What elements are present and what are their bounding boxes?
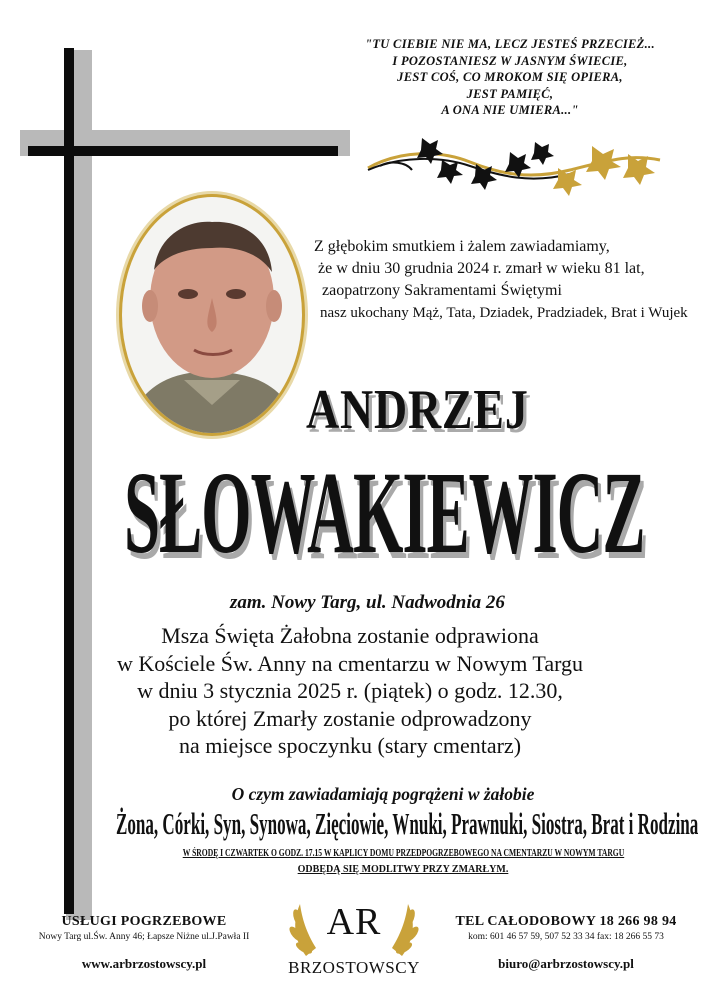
logo-monogram: AR bbox=[326, 901, 382, 943]
funeral-services-address: Nowy Targ ul.Św. Anny 46; Łapsze Niżne ul.J.Pawła II bbox=[38, 932, 250, 942]
deceased-address: zam. Nowy Targ, ul. Nadwodnia 26 bbox=[230, 592, 505, 613]
phone-title: TEL CAŁODOBOWY 18 266 98 94 bbox=[455, 914, 677, 929]
quote-line: A ONA NIE UMIERA..." bbox=[441, 103, 579, 117]
cross-horizontal-bar bbox=[28, 146, 338, 156]
mourners-title: O czym zawiadamiają pogrążeni w żałobie bbox=[231, 784, 535, 804]
website-link[interactable]: www.arbrzostowscy.pl bbox=[81, 956, 207, 971]
footer-left bbox=[10, 914, 278, 972]
quote-line: "TU CIEBIE NIE MA, LECZ JESTEŚ PRZECIEŻ... bbox=[365, 37, 655, 51]
mass-line: w Kościele Św. Anny na cmentarzu w Nowym Targu bbox=[116, 650, 584, 676]
announcement-intro bbox=[306, 236, 702, 324]
mass-details bbox=[0, 622, 706, 760]
quote-line: JEST PAMIĘĆ, bbox=[466, 86, 554, 101]
phone-numbers: kom: 601 46 57 59, 507 52 33 34 fax: 18 266 55 73 bbox=[468, 932, 664, 942]
intro-line: nasz ukochany Mąż, Tata, Dziadek, Pradziadek, Brat i Wujek bbox=[320, 305, 688, 321]
prayer-line: W ŚRODĘ I CZWARTEK O GODZ. 17.15 W KAPLICY DOMU PRZEDPOGRZEBOWEGO NA CMENTARZU W NOWYM TARGU bbox=[182, 848, 624, 859]
email-link[interactable]: biuro@arbrzostowscy.pl bbox=[498, 956, 634, 971]
mourners-family: Żona, Córki, Syn, Synowa, Zięciowie, Wnuki, Prawnuki, Siostra, Brat i Rodzina bbox=[116, 806, 699, 841]
prayer-notice bbox=[100, 846, 706, 878]
funeral-services-title: USŁUGI POGRZEBOWE bbox=[61, 914, 227, 929]
prayer-line: ODBĘDĄ SIĘ MODLITWY PRZY ZMARŁYM. bbox=[297, 864, 509, 875]
deceased-first-name: ANDRZEJ bbox=[306, 379, 529, 441]
logo-name: BRZOSTOWSCY bbox=[288, 958, 420, 977]
mass-line: po której Zmarły zostanie odprowadzony bbox=[168, 705, 532, 731]
portrait-photo bbox=[114, 190, 310, 440]
footer-right bbox=[432, 914, 700, 972]
vine-ornament-icon bbox=[360, 130, 670, 200]
intro-line: zaopatrzony Sakramentami Świętymi bbox=[322, 282, 562, 299]
quote-line: I POZOSTANIESZ W JASNYM ŚWIECIE, bbox=[392, 53, 628, 68]
intro-line: Z głębokim smutkiem i żalem zawiadamiamy, bbox=[314, 238, 610, 255]
company-logo bbox=[276, 896, 432, 996]
deceased-last-name: SŁOWAKIEWICZ bbox=[124, 447, 645, 578]
mass-line: na miejsce spoczynku (stary cmentarz) bbox=[178, 733, 522, 758]
mass-line: Msza Święta Żałobna zostanie odprawiona bbox=[161, 623, 539, 648]
intro-line: że w dniu 30 grudnia 2024 r. zmarł w wieku 81 lat, bbox=[318, 260, 645, 277]
memorial-quote bbox=[320, 36, 700, 119]
mass-line: w dniu 3 stycznia 2025 r. (piątek) o godz. 12.30, bbox=[137, 678, 563, 703]
quote-line: JEST COŚ, CO MROKOM SIĘ OPIERA, bbox=[397, 70, 623, 84]
